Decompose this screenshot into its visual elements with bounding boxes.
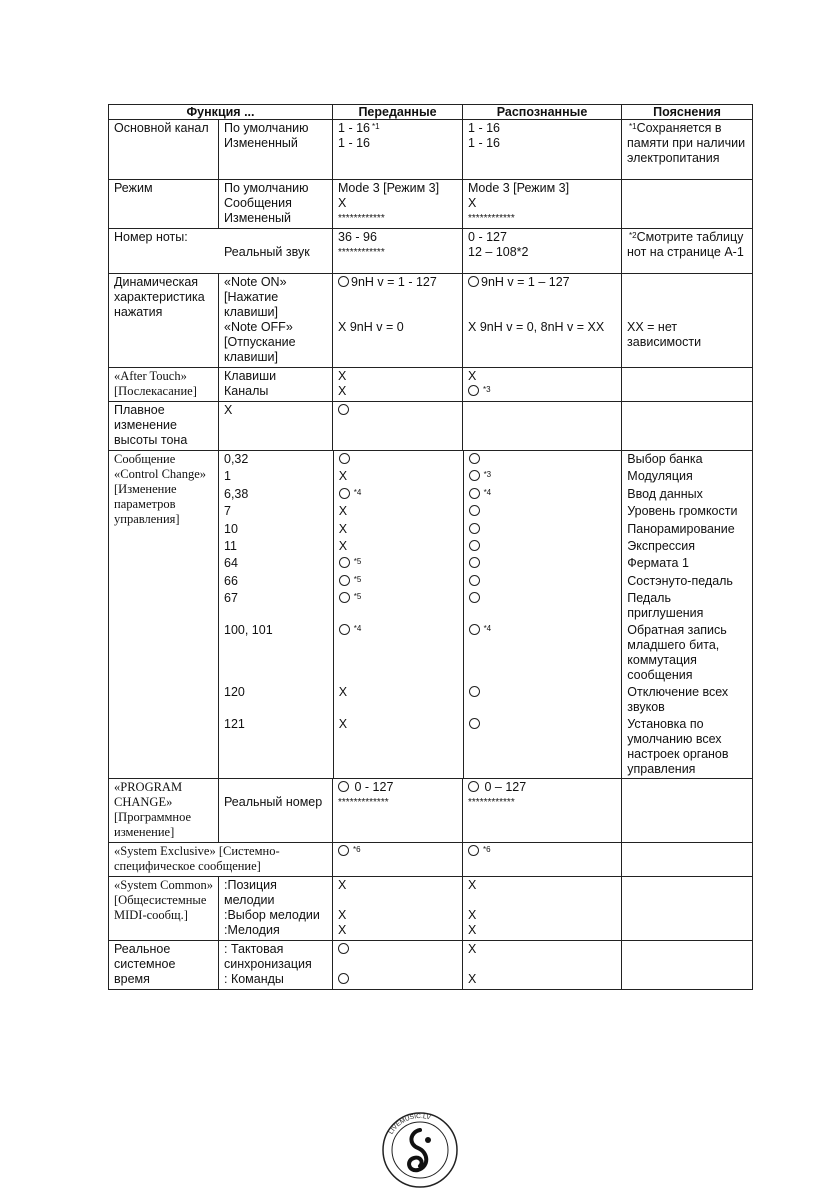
circle-icon: [339, 575, 350, 586]
sub: : Команды: [224, 972, 284, 987]
rx: 9nH v = 1 – 127: [481, 275, 570, 289]
sub: «Note OFF» [Отпускание клавиши]: [224, 320, 296, 364]
rx: X: [468, 196, 477, 210]
tx: X: [338, 878, 347, 893]
circle-icon: [468, 385, 479, 396]
circle-icon: [469, 540, 480, 551]
sub: Измененый: [224, 211, 291, 225]
cc-row: [219, 622, 752, 684]
tx: X: [338, 369, 347, 383]
rx: X: [468, 369, 477, 383]
footnote: *3: [483, 470, 492, 480]
note: Ввод данных: [621, 486, 752, 503]
sub: :Позиция мелодии: [224, 878, 277, 908]
circle-icon: [338, 943, 349, 954]
cc-row: [219, 468, 752, 485]
sub: По умолчанию: [224, 181, 309, 195]
label: «System Common» [Общесистемные MIDI-сообщ.]: [109, 877, 219, 941]
row-system-common: [109, 877, 753, 941]
midi-implementation-table: [108, 104, 753, 990]
note: Состэнуто-педаль: [621, 573, 752, 590]
tx: X: [338, 908, 347, 923]
tx: X: [338, 923, 347, 938]
note: Сохраняется в памяти при наличии электропитания: [627, 121, 746, 165]
footnote: *3: [483, 385, 491, 394]
note: Смотрите таблицу нот на странице A-1: [627, 230, 744, 259]
note: Педаль приглушения: [621, 590, 752, 622]
circle-icon: [469, 686, 480, 697]
row-basic-channel: [109, 120, 753, 180]
rx: ************: [468, 213, 515, 224]
note: Экспрессия: [621, 538, 752, 555]
label: Динамическая характеристика нажатия: [109, 274, 219, 368]
row-pitch-bend: [109, 402, 753, 451]
sub: :Мелодия: [224, 923, 280, 938]
label: «System Exclusive» [Системно-специфическое сообщение]: [109, 843, 333, 877]
label: Плавное изменение высоты тона: [109, 402, 219, 451]
row-realtime: [109, 941, 753, 990]
circle-icon: [338, 973, 349, 984]
cc-row: [219, 590, 752, 622]
cc-row: [219, 503, 752, 520]
note: Обратная запись младшего бита, коммутация сообщения: [621, 622, 752, 684]
rx: ************: [468, 797, 515, 809]
tx: 9nH v = 1 - 127: [351, 275, 437, 289]
circle-icon: [339, 592, 350, 603]
circle-icon: [469, 592, 480, 603]
row-control-change: [109, 451, 753, 779]
footnote: *4: [483, 487, 492, 497]
rx: X: [468, 942, 477, 957]
cc-number: 100, 101: [224, 623, 273, 638]
tx: X: [338, 504, 348, 519]
footnote: *2: [629, 231, 637, 240]
header-transmitted: Переданные: [333, 105, 463, 120]
note: Отключение всех звуков: [621, 684, 752, 716]
circle-icon: [338, 404, 349, 415]
sub: X: [219, 402, 333, 451]
tx: X: [338, 521, 348, 536]
cc-number: 1: [224, 469, 231, 484]
logo-ring-text: LIVEMUSIC.LV: [387, 1112, 432, 1136]
rx: X: [468, 972, 477, 987]
label: Режим: [109, 180, 219, 229]
label: Реальное системное время: [109, 941, 219, 990]
control-change-list: [219, 451, 752, 778]
cc-number: 7: [224, 504, 231, 519]
header-notes: Пояснения: [622, 105, 753, 120]
footnote: *6: [483, 845, 491, 855]
tx: X: [338, 384, 347, 398]
note: XX = нет зависимости: [627, 320, 702, 349]
circle-icon: [468, 781, 479, 792]
rx: X: [468, 908, 477, 923]
footnote: *5: [353, 574, 362, 584]
cc-row: [219, 486, 752, 503]
cc-number: 120: [224, 685, 245, 700]
tx: 1 - 16: [338, 121, 370, 135]
tx: ************: [338, 213, 385, 224]
cc-number: 67: [224, 591, 238, 606]
header-function: Функция ...: [109, 105, 333, 120]
note: Уровень громкости: [621, 503, 752, 520]
cc-number: 66: [224, 573, 238, 588]
row-after-touch: [109, 368, 753, 402]
circle-icon: [469, 718, 480, 729]
sub: Реальный номер: [224, 795, 323, 810]
label: «After Touch» [Послекасание]: [109, 368, 219, 402]
tx: 0 - 127: [354, 780, 394, 795]
circle-icon: [338, 276, 349, 287]
circle-icon: [469, 453, 480, 464]
cc-number: 11: [224, 538, 237, 553]
circle-icon: [339, 557, 350, 568]
note: Модуляция: [621, 468, 752, 485]
label: Основной канал: [109, 120, 219, 180]
note: Фермата 1: [621, 555, 752, 572]
circle-icon: [469, 505, 480, 516]
cc-number: 64: [224, 556, 238, 571]
circle-icon: [469, 488, 480, 499]
circle-icon: [339, 453, 350, 464]
footnote: *4: [353, 487, 362, 497]
row-mode: [109, 180, 753, 229]
tx: *************: [338, 797, 389, 809]
circle-icon: [469, 575, 480, 586]
tx: X: [338, 538, 348, 553]
header-row: [109, 105, 753, 120]
cc-row: [219, 684, 752, 716]
footnote: *6: [353, 845, 361, 855]
sub: : Тактовая синхронизация: [224, 942, 312, 972]
rx: 1 - 16: [468, 136, 500, 150]
circle-icon: [468, 276, 479, 287]
tx: ************: [338, 247, 385, 258]
livemusic-logo: [380, 1110, 460, 1190]
label: «PROGRAM CHANGE» [Программное изменение]: [109, 779, 219, 843]
note: Выбор банка: [621, 451, 752, 468]
sub: «Note ON» [Нажатие клавиши]: [224, 275, 287, 319]
sub: :Выбор мелодии: [224, 908, 320, 923]
sub: Каналы: [224, 384, 269, 398]
circle-icon: [338, 845, 349, 856]
rx: X: [468, 878, 477, 893]
rx: 0 - 127: [468, 230, 507, 244]
note: Установка по умолчанию всех настроек органов управления: [621, 716, 752, 778]
cc-row: [219, 451, 752, 468]
sub: Измененный: [224, 136, 298, 150]
footnote: *4: [483, 624, 492, 634]
sub: Клавиши: [224, 369, 277, 383]
sub: Сообщения: [224, 196, 292, 210]
label: Номер ноты:: [114, 230, 188, 244]
rx: 12 – 108*2: [468, 245, 529, 259]
rx: 0 – 127: [484, 780, 527, 795]
footnote: *1: [371, 122, 380, 131]
tx: X: [338, 196, 347, 210]
cc-row: [219, 521, 752, 538]
note: Панорамирование: [621, 521, 752, 538]
tx: Mode 3 [Режим 3]: [338, 181, 440, 195]
circle-icon: [468, 845, 479, 856]
cc-number: 6,38: [224, 486, 249, 501]
circle-icon: [469, 624, 480, 635]
circle-icon: [339, 624, 350, 635]
tx: X: [338, 469, 348, 484]
rx: X: [468, 923, 477, 938]
cc-number: 10: [224, 521, 238, 536]
row-velocity: [109, 274, 753, 368]
footnote: *4: [353, 624, 362, 634]
cc-number: 0,32: [224, 452, 249, 466]
row-program-change: [109, 779, 753, 843]
header-recognized: Распознанные: [463, 105, 622, 120]
circle-icon: [469, 470, 480, 481]
circle-icon: [469, 523, 480, 534]
tx: X: [338, 685, 348, 700]
cc-row: [219, 555, 752, 572]
tx: X 9nH v = 0: [338, 320, 404, 334]
cc-row: [219, 573, 752, 590]
circle-icon: [339, 488, 350, 499]
row-system-exclusive: [109, 843, 753, 877]
footnote: *5: [353, 592, 362, 602]
cc-row: [219, 538, 752, 555]
circle-icon: [469, 557, 480, 568]
footnote: *5: [353, 557, 362, 567]
rx: 1 - 16: [468, 121, 500, 135]
sub: По умолчанию: [224, 121, 309, 135]
tx: X: [338, 717, 348, 732]
sub: Реальный звук: [224, 245, 310, 259]
rx: X 9nH v = 0, 8nH v = XX: [468, 320, 605, 334]
tx: 36 - 96: [338, 230, 377, 244]
row-note-number: [109, 229, 753, 274]
cc-number: 121: [224, 717, 245, 732]
cc-row: [219, 716, 752, 778]
circle-icon: [338, 781, 349, 792]
tx: 1 - 16: [338, 136, 370, 150]
footnote: *1: [629, 122, 637, 131]
rx: Mode 3 [Режим 3]: [468, 181, 570, 195]
label: Сообщение «Control Change» [Изменение параметров управления]: [109, 451, 219, 779]
